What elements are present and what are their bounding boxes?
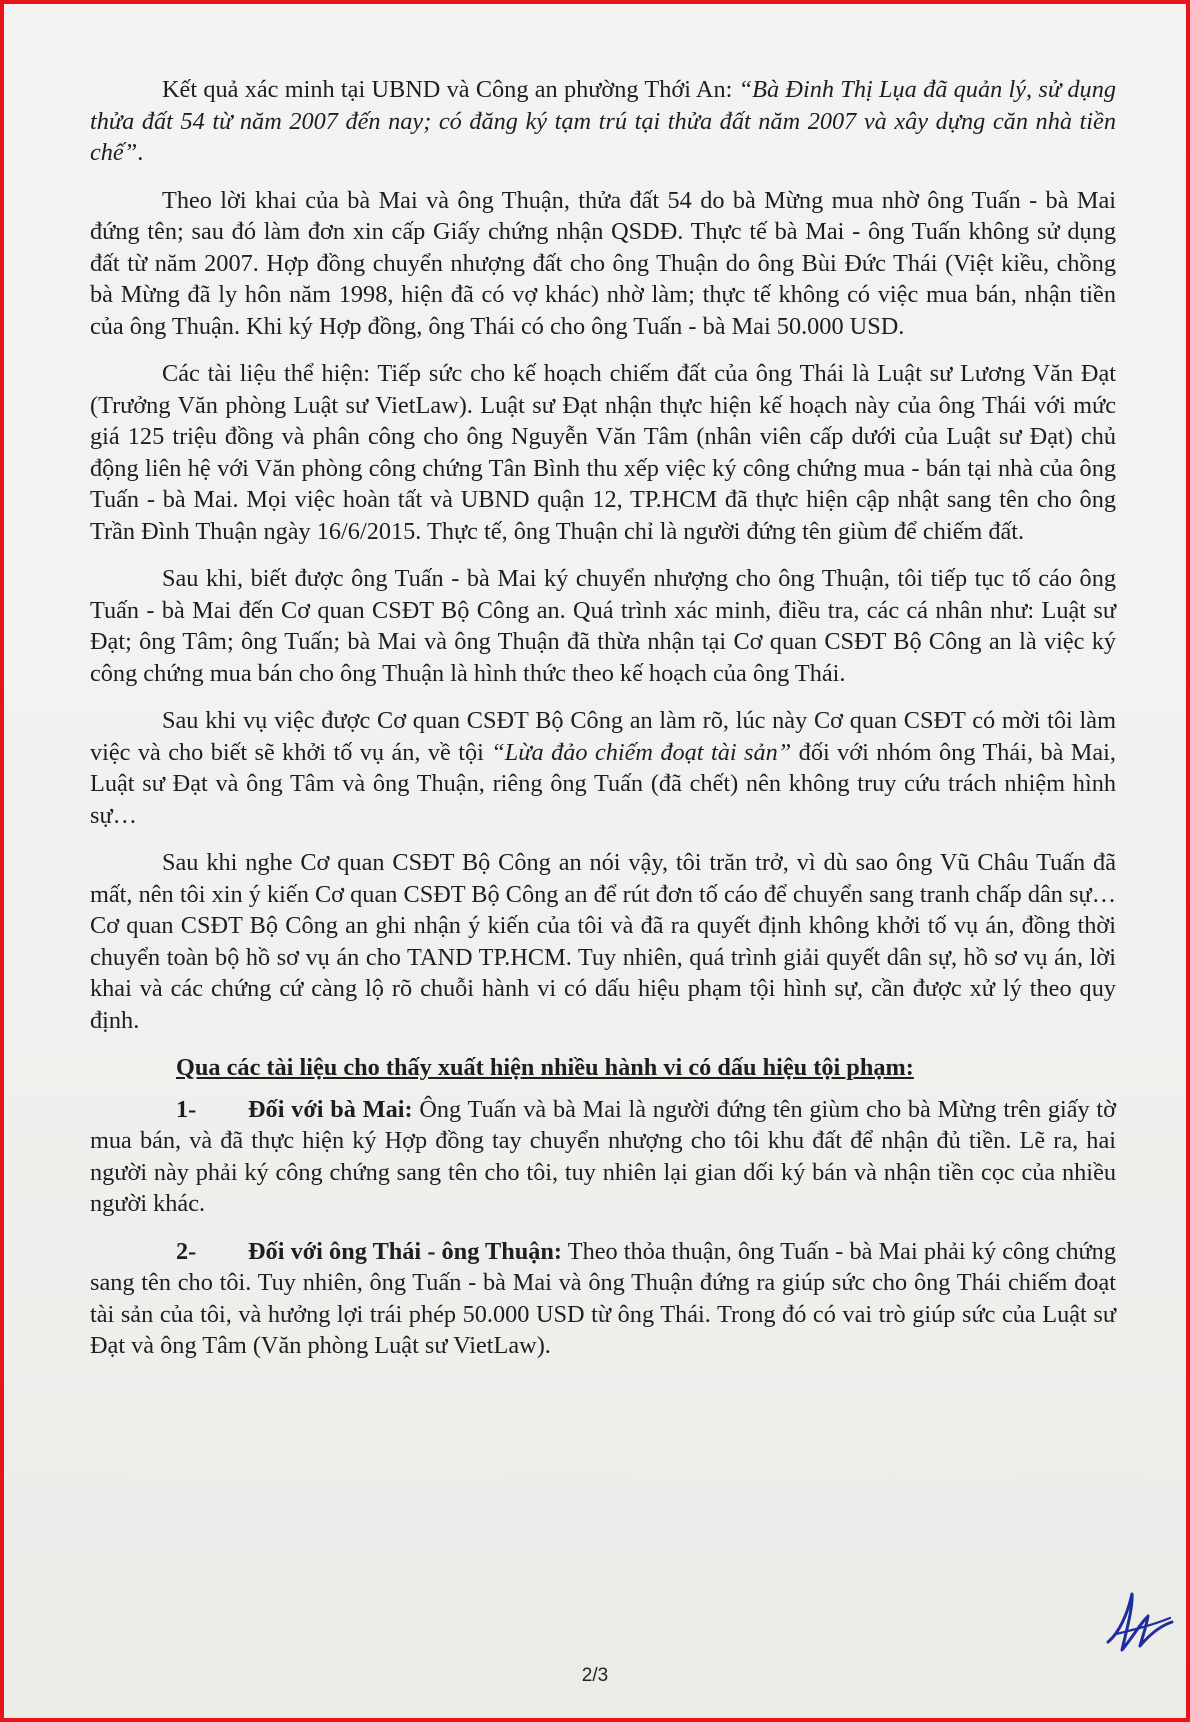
paragraph-2: Theo lời khai của bà Mai và ông Thuận, thửa đất 54 do bà Mừng mua nhờ ông Tuấn - bà Mai đứng tên; sau đó làm đơn xin cấp Giấy chứng nhận QSDĐ. Thực tế bà Mai - ông Tuấn không sử dụng đất từ năm 2007. Hợp đồng chuyển nhượng đất cho ông Thuận do ông Bùi Đức Thái (Việt kiều, chồng bà Mừng đã ly hôn năm 1998, hiện đã có vợ khác) nhờ làm; thực tế không có việc mua bán, nhận tiền của ông Thuận. Khi ký Hợp đồng, ông Thái có cho ông Tuấn - bà Mai 50.000 USD. <box>90 186 1116 340</box>
section-heading: Qua các tài liệu cho thấy xuất hiện nhiều hành vi có dấu hiệu tội phạm: <box>176 1054 914 1081</box>
quote-charge: “Lừa đảo chiếm đoạt tài sản” <box>491 738 792 766</box>
list-item-lead: Đối với ông Thái - ông Thuận: <box>248 1237 563 1265</box>
list-item-number: 2- <box>176 1237 197 1265</box>
list-item-number: 1- <box>176 1095 197 1123</box>
list-item-text: Theo thỏa thuận, ông Tuấn - bà Mai phải ký công chứng sang tên cho tôi. Tuy nhiên, ông Tuấn - bà Mai và ông Thuận đứng ra giúp sức cho ông Thái chiếm đoạt tài sản của tôi, và hưởng lợi trái phép 50.000 USD từ ông Thái. Trong đó có vai trò giúp sức của Luật sư Đạt và ông Tâm (Văn phòng Luật sư VietLaw). <box>90 1237 1116 1359</box>
list-item <box>90 1094 1116 1220</box>
page-number: 2/3 <box>581 1665 609 1686</box>
paragraph-5: Sau khi vụ việc được Cơ quan CSĐT Bộ Công an làm rõ, lúc này Cơ quan CSĐT có mời tôi làm việc và cho biết sẽ khởi tố vụ án, về tội “Lừa đảo chiếm đoạt tài sản” đối với nhóm ông Thái, bà Mai, Luật sư Đạt và ông Tâm và ông Thuận, riêng ông Tuấn (đã chết) nên không truy cứu trách nhiệm hình sự… <box>90 707 1116 829</box>
quote-verification-result: “Bà Đinh Thị Lụa đã quản lý, sử dụng thửa đất 54 từ năm 2007 đến nay; có đăng ký tạm trú tại thửa đất năm 2007 và xây dựng căn nhà tiền chế” <box>90 76 1116 166</box>
list-item-text: Ông Tuấn và bà Mai là người đứng tên giùm cho bà Mừng trên giấy tờ mua bán, và đã thực hiện ký Hợp đồng tay chuyển nhượng cho tôi khu đất để nhận đủ tiền. Lẽ ra, hai người này phải ký công chứng sang tên cho tôi, tuy nhiên lại gian dối ký bán và nhận tiền cọc của nhiều người khác. <box>90 1095 1116 1217</box>
list-item <box>90 1236 1116 1362</box>
list-item-lead: Đối với bà Mai: <box>248 1095 413 1123</box>
paragraph-4: Sau khi, biết được ông Tuấn - bà Mai ký chuyển nhượng cho ông Thuận, tôi tiếp tục tố cáo ông Tuấn - bà Mai đến Cơ quan CSĐT Bộ Công an. Quá trình xác minh, điều tra, các cá nhân như: Luật sư Đạt; ông Tâm; ông Tuấn; bà Mai và ông Thuận đã thừa nhận tại Cơ quan CSĐT Bộ Công an là việc ký công chứng mua bán cho ông Thuận là hình thức theo kế hoạch của ông Thái. <box>90 565 1116 687</box>
paragraph-3: Các tài liệu thể hiện: Tiếp sức cho kế hoạch chiếm đất của ông Thái là Luật sư Lương Văn Đạt (Trưởng Văn phòng Luật sư VietLaw). Luật sư Đạt nhận thực hiện kế hoạch này của ông Thái với mức giá 125 triệu đồng và phân công cho ông Nguyễn Văn Tâm (nhân viên cấp dưới của Luật sư Đạt) chủ động liên hệ với Văn phòng công chứng Tân Bình thu xếp việc ký công chứng mua - bán tại nhà của ông Tuấn - bà Mai. Mọi việc hoàn tất và UBND quận 12, TP.HCM đã thực hiện cập nhật sang tên cho ông Trần Đình Thuận ngày 16/6/2015. Thực tế, ông Thuận chỉ là người đứng tên giùm để chiếm đất. <box>90 360 1116 545</box>
handwritten-signature-icon <box>1102 1572 1182 1662</box>
paragraph-6: Sau khi nghe Cơ quan CSĐT Bộ Công an nói vậy, tôi trăn trở, vì dù sao ông Vũ Châu Tuấn đã mất, nên tôi xin ý kiến Cơ quan CSĐT Bộ Công an để rút đơn tố cáo để chuyển sang tranh chấp dân sự… Cơ quan CSĐT Bộ Công an ghi nhận ý kiến của tôi và đã ra quyết định không khởi tố vụ án, đồng thời chuyển toàn bộ hồ sơ vụ án cho TAND TP.HCM. Tuy nhiên, quá trình giải quyết dân sự, hồ sơ vụ án, lời khai và các chứng cứ càng lộ rõ chuỗi hành vi có dấu hiệu phạm tội hình sự, cần được xử lý theo quy định. <box>90 849 1116 1034</box>
document-page <box>90 74 1116 1378</box>
paragraph-1: Kết quả xác minh tại UBND và Công an phường Thới An: “Bà Đinh Thị Lụa đã quản lý, sử dụng thửa đất 54 từ năm 2007 đến nay; có đăng ký tạm trú tại thửa đất năm 2007 và xây dựng căn nhà tiền chế”. <box>90 76 1116 166</box>
